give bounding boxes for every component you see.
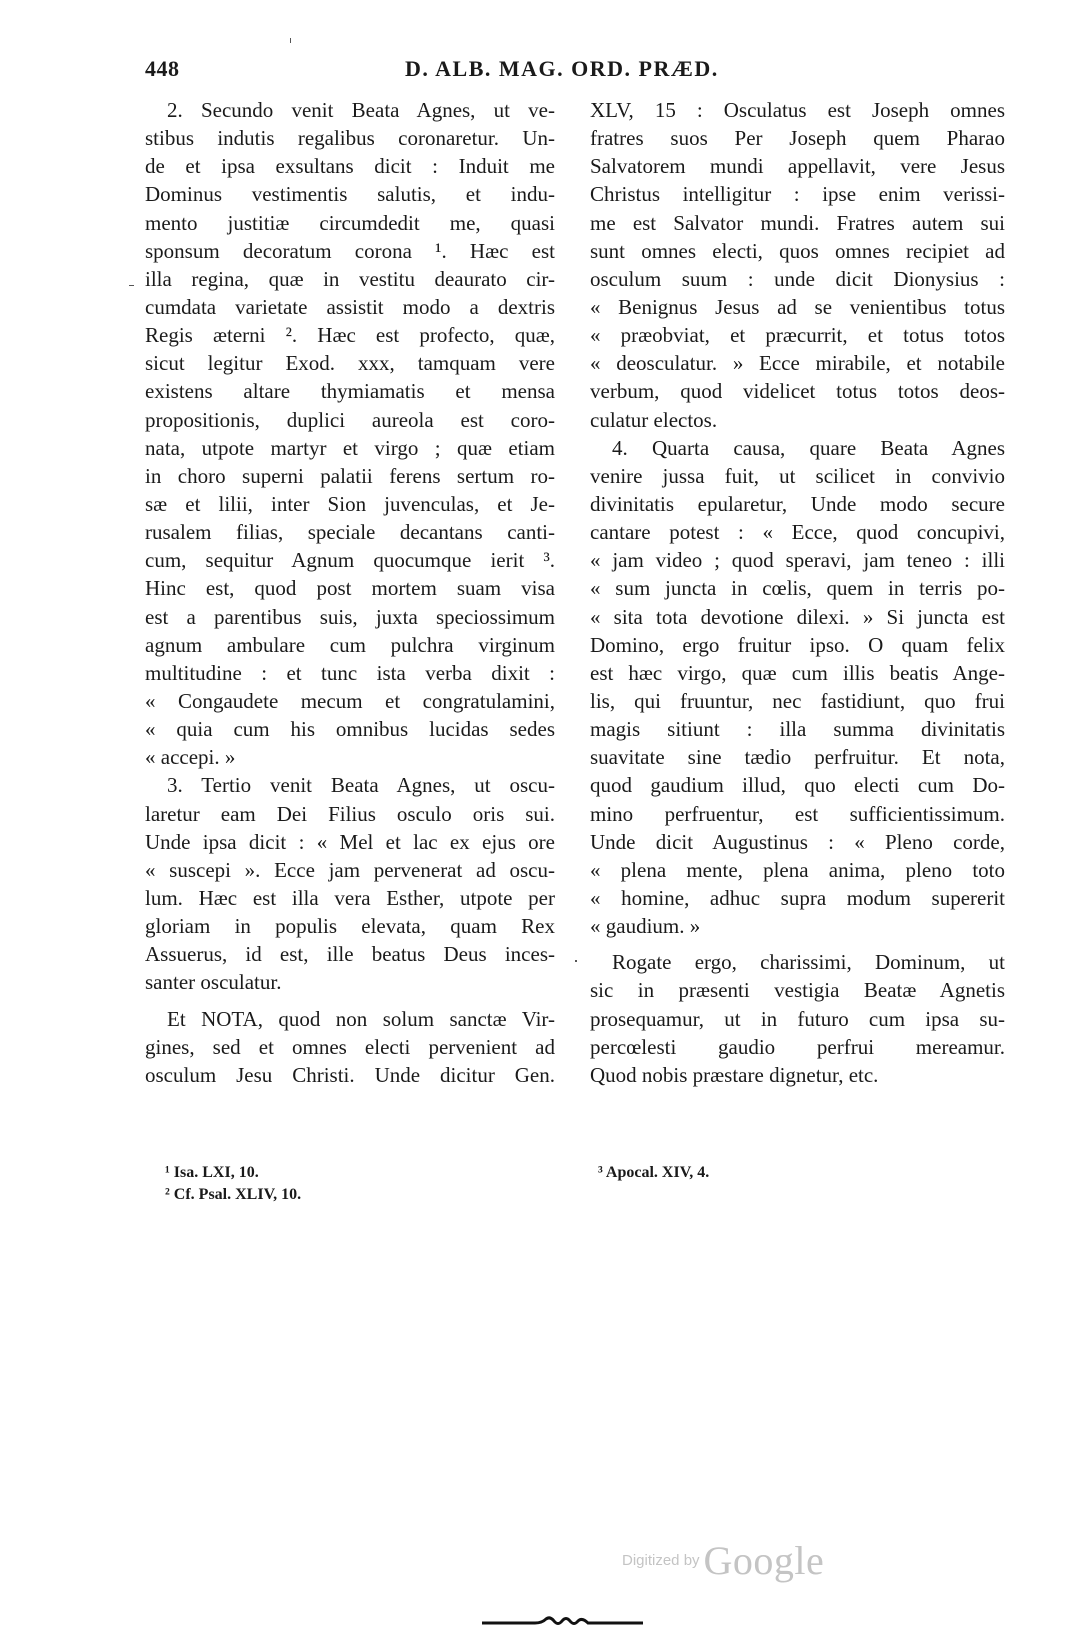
text-line: cantare potest : « Ecce, quod concupivi, [590,520,1005,545]
text-line: 2. Secundo venit Beata Agnes, ut ve- [167,98,555,122]
text-line: prosequamur, ut in futuro cum ipsa su- [590,1006,1005,1031]
text-line: Domino, ergo fruitur ipso. O quam felix [590,632,1005,657]
text-line: quod gaudium illud, quo electi cum Do- [590,773,1005,798]
text-line: suavitate sine tædio perfruitur. Et nota, [590,745,1005,770]
text-line: fratres suos Per Joseph quem Pharao [590,126,1005,151]
text-line: « jam video ; quod speravi, jam teneo : illi [590,548,1005,573]
page-number: 448 [145,56,180,81]
text-line: est a parentibus suis, juxta speciossimum [145,604,555,629]
text-line: lum. Hæc est illa vera Esther, utpote per [145,885,555,910]
text-line: « sum juncta in cœlis, quem in terris po- [590,576,1005,601]
text-line: multitudine : et tunc ista verba dixit : [145,660,555,685]
margin-mark [575,960,577,962]
text-line: sunt omnes electi, quos omnes recipiet ad [590,238,1005,263]
text-line: agnum ambulare cum pulchra virginum [145,632,555,657]
text-line: « gaudium. » [590,914,701,939]
text-line: « quia cum his omnibus lucidas sedes [145,717,555,742]
text-line: Christus intelligitur : ipse enim verissi- [590,182,1005,207]
text-line: cum, sequitur Agnum quocumque ierit ³. [145,548,555,573]
page-header [145,56,975,92]
footnote: ¹ Isa. LXI, 10. [165,1164,259,1181]
ornament-divider [480,1615,645,1629]
text-line: verbum, quod videlicet totus totos deos- [590,379,1005,404]
watermark-digitized-by: Digitized by [622,1552,700,1569]
left-column [145,96,555,1089]
text-line: gloriam in populis elevata, quam Rex [145,914,555,939]
google-watermark [622,1537,824,1584]
footnote: ² Cf. Psal. XLIV, 10. [165,1186,302,1203]
text-line: santer osculatur. [145,970,282,995]
text-line: mino perfruentur, est sufficientissimum. [590,801,1005,826]
text-line: Et NOTA, quod non solum sanctæ Vir- [167,1006,555,1031]
text-line: divinitatis epularetur, Unde modo secure [590,491,1005,516]
text-line: « Congaudete mecum et congratulamini, [145,688,555,713]
text-line: osculum Jesu Christi. Unde dicitur Gen. [145,1062,555,1087]
text-line: « præobviat, et præcurrit, et totus totos [590,323,1005,348]
text-line: me est Salvator mundi. Fratres autem sui [590,210,1005,235]
text-line: percœlesti gaudio perfrui mereamur. [590,1034,1005,1059]
text-line: gines, sed et omnes electi pervenient ad [145,1034,555,1059]
text-line: Unde dicit Augustinus : « Pleno corde, [590,829,1005,854]
text-line: « suscepi ». Ecce jam pervenerat ad oscu- [145,857,555,882]
paragraph-gap [145,997,555,1005]
text-line: Quod nobis præstare dignetur, etc. [590,1062,879,1087]
text-line: sæ et lilii, inter Sion juvenculas, et Je- [145,491,555,516]
text-line: Salvatorem mundi appellavit, vere Jesus [590,154,1005,179]
text-line: Assuerus, id est, ille beatus Deus inces- [145,942,555,967]
footnotes-right [598,1162,709,1184]
text-line: sicut legitur Exod. xxx, tamquam vere [145,351,555,376]
text-line: osculum suum : unde dicit Dionysius : [590,266,1005,291]
text-line: « plena mente, plena anima, pleno toto [590,857,1005,882]
text-line: illa regina, quæ in vestitu deaurato cir- [145,266,555,291]
margin-mark [129,285,134,286]
text-line: 4. Quarta causa, quare Beata Agnes [612,435,1005,460]
text-line: stibus indutis regalibus coronaretur. Un- [145,126,555,151]
text-line: existens altare thymiamatis et mensa [145,379,555,404]
paragraph-gap [590,940,1005,948]
text-line: Unde ipsa dicit : « Mel et lac ex ejus ore [145,829,555,854]
text-line: « deosculatur. » Ecce mirabile, et notabile [590,351,1005,376]
text-line: XLV, 15 : Osculatus est Joseph omnes [590,98,1005,122]
text-line: culatur electos. [590,407,718,432]
text-line: rusalem filias, speciale decantans canti- [145,520,555,545]
text-line: Rogate ergo, charissimi, Dominum, ut [612,950,1005,975]
text-line: sic in præsenti vestigia Beatæ Agnetis [590,978,1005,1003]
text-line: nata, utpote martyr et virgo ; quæ etiam [145,435,555,460]
text-line: « accepi. » [145,745,236,770]
running-head: D. ALB. MAG. ORD. PRÆD. [405,56,719,81]
text-line: est hæc virgo, quæ cum illis beatis Ange- [590,660,1005,685]
text-line: « Benignus Jesus ad se venientibus totus [590,294,1005,319]
text-line: Regis æterni ². Hæc est profecto, quæ, [145,323,555,348]
right-column [590,96,1005,1089]
text-line: sponsum decoratum corona ¹. Hæc est [145,238,555,263]
margin-mark [290,38,291,43]
text-line: laretur eam Dei Filius osculo oris sui. [145,801,555,826]
text-line: mento justitiæ circumdedit me, quasi [145,210,555,235]
text-line: Dominus vestimentis salutis, et indu- [145,182,555,207]
text-line: cumdata varietate assistit modo a dextris [145,294,555,319]
text-line: magis sitiunt : illa summa divinitatis [590,717,1005,742]
text-line: lis, qui fruuntur, nec fastidiunt, quo frui [590,688,1005,713]
text-line: propositionis, duplici aureola est coro- [145,407,555,432]
text-line: « homine, adhuc supra modum supererit [590,885,1005,910]
text-line: in choro superni palatii ferens sertum ro- [145,463,555,488]
text-line: Hinc est, quod post mortem suam visa [145,576,555,601]
text-line: venire jussa fuit, ut scilicet in convivio [590,463,1005,488]
footnote: ³ Apocal. XIV, 4. [598,1164,710,1181]
text-line: de et ipsa exsultans dicit : Induit me [145,154,555,179]
watermark-google-logo: Google [703,1538,825,1583]
text-line: « sita tota devotione dilexi. » Si juncta est [590,604,1005,629]
text-line: 3. Tertio venit Beata Agnes, ut oscu- [167,773,555,798]
footnotes-left [165,1162,301,1206]
